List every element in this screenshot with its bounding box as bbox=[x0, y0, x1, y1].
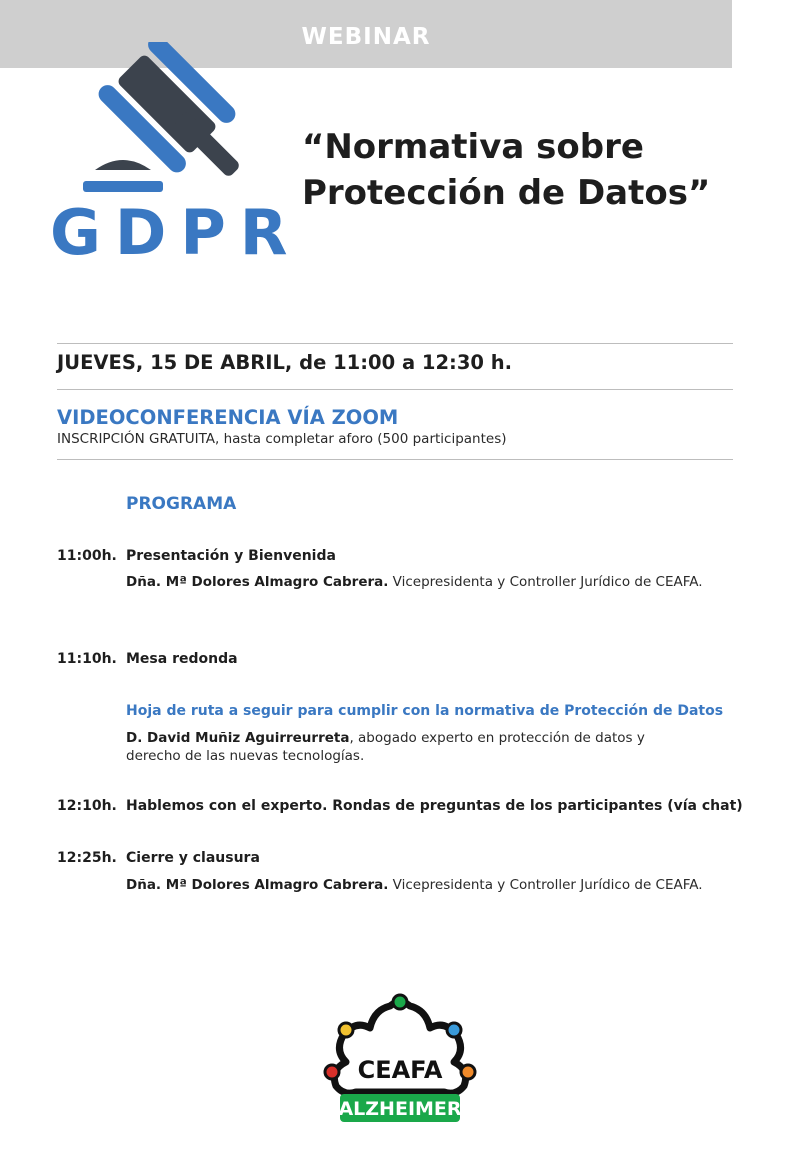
speaker-role-line-1: , abogado experto en protección de datos y bbox=[349, 730, 645, 746]
speaker-name: Dña. Mª Dolores Almagro Cabrera. bbox=[126, 877, 389, 893]
speaker-role: Vicepresidenta y Controller Jurídico de CEAFA. bbox=[388, 877, 703, 893]
program-item-title: Cierre y clausura bbox=[126, 850, 260, 866]
program-item-title: Mesa redonda bbox=[126, 651, 238, 667]
speaker-role: Vicepresidenta y Controller Jurídico de CEAFA. bbox=[388, 574, 703, 590]
divider bbox=[57, 459, 733, 460]
program-speaker bbox=[126, 573, 703, 591]
event-venue: VIDEOCONFERENCIA VÍA ZOOM bbox=[57, 406, 399, 429]
gdpr-logo-text: GDPR bbox=[50, 196, 302, 269]
ceafa-logo-sub: ALZHEIMER bbox=[338, 1098, 462, 1120]
gavel-icon bbox=[75, 42, 245, 197]
program-subtopic: Hoja de ruta a seguir para cumplir con la normativa de Protección de Datos bbox=[126, 703, 724, 719]
program-time: 11:10h. bbox=[57, 651, 117, 667]
program-item-title: Hablemos con el experto. Rondas de preguntas de los participantes (vía chat) bbox=[126, 798, 743, 814]
divider bbox=[57, 343, 733, 344]
speaker-name: Dña. Mª Dolores Almagro Cabrera. bbox=[126, 574, 389, 590]
speaker-role-line-2: derecho de las nuevas tecnologías. bbox=[126, 748, 365, 764]
ceafa-logo-name: CEAFA bbox=[357, 1056, 443, 1084]
event-date: JUEVES, 15 DE ABRIL, de 11:00 a 12:30 h. bbox=[57, 351, 513, 374]
ceafa-logo bbox=[316, 990, 484, 1126]
speaker-name: D. David Muñiz Aguirreurreta bbox=[126, 730, 350, 746]
divider bbox=[57, 389, 733, 390]
banner-label: WEBINAR bbox=[301, 24, 431, 50]
title-line-1: “Normativa sobre bbox=[302, 127, 644, 167]
program-time: 11:00h. bbox=[57, 548, 117, 564]
page-title bbox=[302, 124, 762, 216]
program-speaker bbox=[126, 876, 703, 894]
registration-note: INSCRIPCIÓN GRATUITA, hasta completar aforo (500 participantes) bbox=[57, 431, 507, 447]
program-time: 12:10h. bbox=[57, 798, 117, 814]
title-line-2: Protección de Datos” bbox=[302, 173, 711, 213]
program-item-title: Presentación y Bienvenida bbox=[126, 548, 336, 564]
program-speaker bbox=[126, 729, 645, 765]
program-time: 12:25h. bbox=[57, 850, 117, 866]
program-heading: PROGRAMA bbox=[126, 494, 237, 514]
